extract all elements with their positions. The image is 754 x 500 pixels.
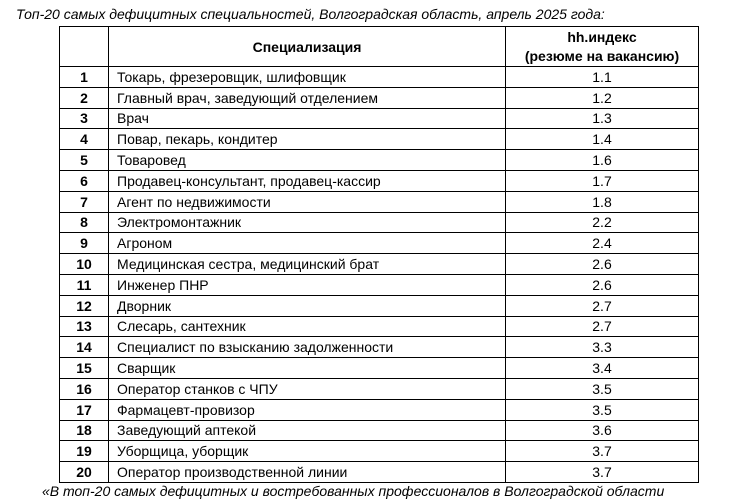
row-specialization: Агроном [109, 233, 506, 254]
row-hh-index: 3.6 [506, 420, 699, 441]
table-row [60, 316, 699, 337]
table-row [60, 108, 699, 129]
row-hh-index: 3.5 [506, 378, 699, 399]
row-specialization: Токарь, фрезеровщик, шлифовщик [109, 67, 506, 88]
row-specialization: Специалист по взысканию задолженности [109, 337, 506, 358]
row-number: 9 [60, 233, 109, 254]
row-specialization: Товаровед [109, 150, 506, 171]
table-row [60, 441, 699, 462]
row-hh-index: 2.6 [506, 274, 699, 295]
table-header-row [60, 27, 699, 67]
row-specialization: Уборщица, уборщик [109, 441, 506, 462]
row-hh-index: 1.4 [506, 129, 699, 150]
row-hh-index: 1.8 [506, 191, 699, 212]
table-row [60, 67, 699, 88]
table-row [60, 212, 699, 233]
table-row [60, 420, 699, 441]
row-hh-index: 1.2 [506, 87, 699, 108]
row-hh-index: 2.7 [506, 295, 699, 316]
row-hh-index: 2.4 [506, 233, 699, 254]
row-specialization: Инженер ПНР [109, 274, 506, 295]
row-hh-index: 2.6 [506, 254, 699, 275]
row-specialization: Врач [109, 108, 506, 129]
row-hh-index: 3.7 [506, 462, 699, 483]
table-row [60, 462, 699, 483]
row-specialization: Продавец-консультант, продавец-кассир [109, 170, 506, 191]
row-hh-index: 1.1 [506, 67, 699, 88]
table-row [60, 254, 699, 275]
table-row [60, 295, 699, 316]
row-number: 10 [60, 254, 109, 275]
row-specialization: Фармацевт-провизор [109, 399, 506, 420]
table-row [60, 378, 699, 399]
row-hh-index: 1.7 [506, 170, 699, 191]
table-row [60, 87, 699, 108]
row-number: 11 [60, 274, 109, 295]
row-specialization: Повар, пекарь, кондитер [109, 129, 506, 150]
row-number: 13 [60, 316, 109, 337]
row-number: 7 [60, 191, 109, 212]
row-specialization: Оператор производственной линии [109, 462, 506, 483]
table-row [60, 274, 699, 295]
row-number: 2 [60, 87, 109, 108]
table-row [60, 337, 699, 358]
table-row [60, 129, 699, 150]
row-number: 15 [60, 358, 109, 379]
row-specialization: Медицинская сестра, медицинский брат [109, 254, 506, 275]
row-specialization: Электромонтажник [109, 212, 506, 233]
row-number: 17 [60, 399, 109, 420]
row-number: 8 [60, 212, 109, 233]
row-specialization: Дворник [109, 295, 506, 316]
table-row [60, 170, 699, 191]
row-number: 14 [60, 337, 109, 358]
row-number: 5 [60, 150, 109, 171]
row-specialization: Агент по недвижимости [109, 191, 506, 212]
row-number: 1 [60, 67, 109, 88]
row-hh-index: 3.3 [506, 337, 699, 358]
header-hh-index [506, 27, 699, 67]
row-number: 3 [60, 108, 109, 129]
table-row [60, 191, 699, 212]
row-hh-index: 3.4 [506, 358, 699, 379]
table-row [60, 399, 699, 420]
row-specialization: Сварщик [109, 358, 506, 379]
row-number: 16 [60, 378, 109, 399]
header-hh-index-title: hh.индекс [567, 28, 637, 45]
table-row [60, 358, 699, 379]
row-hh-index: 3.5 [506, 399, 699, 420]
row-hh-index: 2.2 [506, 212, 699, 233]
row-number: 12 [60, 295, 109, 316]
row-number: 18 [60, 420, 109, 441]
table-row [60, 150, 699, 171]
table-row [60, 233, 699, 254]
row-hh-index: 1.3 [506, 108, 699, 129]
row-specialization: Главный врач, заведующий отделением [109, 87, 506, 108]
row-specialization: Слесарь, сантехник [109, 316, 506, 337]
header-hh-index-subtitle: (резюме на вакансию) [524, 47, 680, 64]
row-number: 6 [60, 170, 109, 191]
table-caption: Топ-20 самых дефицитных специальностей, Волгоградская область, апрель 2025 года: [16, 6, 605, 22]
header-num [60, 27, 109, 67]
row-number: 4 [60, 129, 109, 150]
row-hh-index: 1.6 [506, 150, 699, 171]
footer-text: «В топ-20 самых дефицитных и востребованных профессионалов в Волгоградской области [42, 483, 665, 499]
row-number: 19 [60, 441, 109, 462]
header-specialization: Специализация [109, 27, 506, 67]
row-hh-index: 2.7 [506, 316, 699, 337]
row-hh-index: 3.7 [506, 441, 699, 462]
row-specialization: Заведующий аптекой [109, 420, 506, 441]
row-specialization: Оператор станков с ЧПУ [109, 378, 506, 399]
row-number: 20 [60, 462, 109, 483]
deficit-specialties-table [59, 26, 699, 483]
